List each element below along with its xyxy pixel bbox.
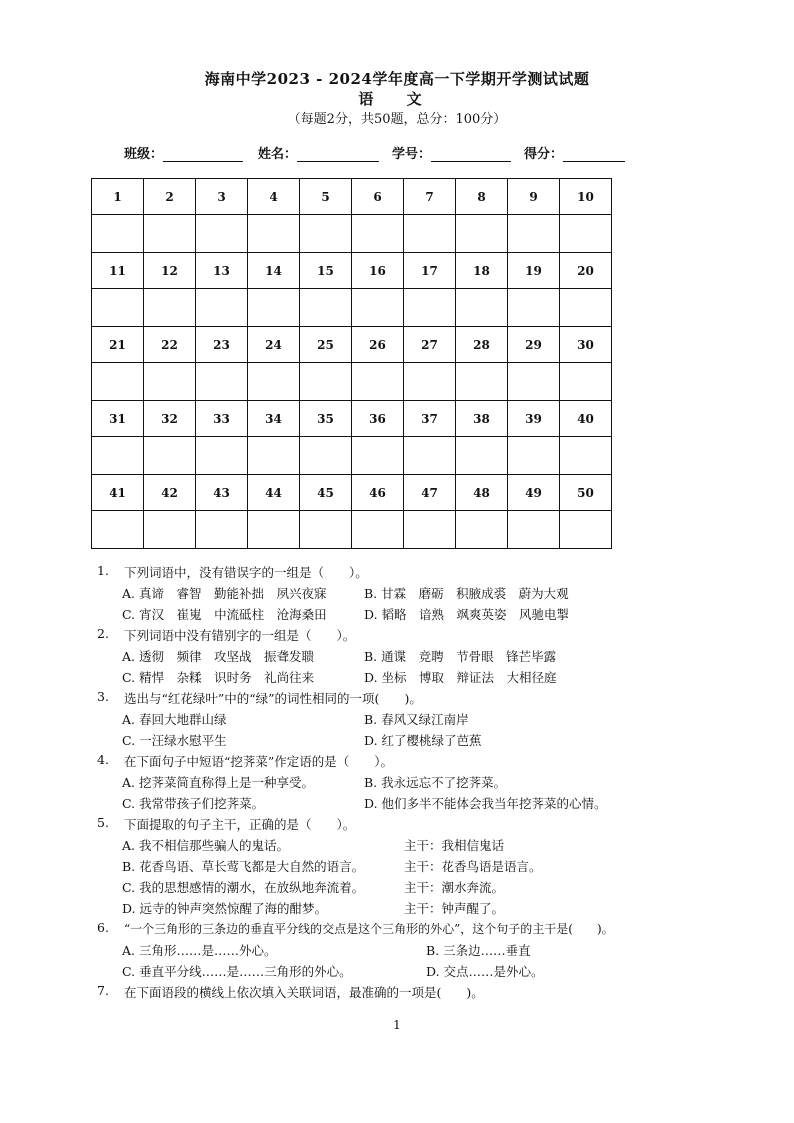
grid-answer-cell[interactable] <box>456 289 508 327</box>
grid-answer-cell[interactable] <box>560 215 612 253</box>
grid-number-cell: 34 <box>248 401 300 437</box>
grid-answer-cell[interactable] <box>300 437 352 475</box>
grid-answer-cell[interactable] <box>144 215 196 253</box>
id-field[interactable] <box>392 143 511 162</box>
option-a: A. 挖荠菜简直称得上是一种享受。 <box>122 775 314 790</box>
grid-answer-cell[interactable] <box>352 437 404 475</box>
grid-answer-cell[interactable] <box>456 363 508 401</box>
grid-number-cell: 44 <box>248 475 300 511</box>
grid-answer-row <box>92 363 612 401</box>
question-stem: 在下面语段的横线上依次填入关联词语，最准确的一项是( )。 <box>124 985 484 1000</box>
grid-number-cell: 17 <box>404 253 456 289</box>
grid-answer-cell[interactable] <box>196 363 248 401</box>
grid-answer-cell[interactable] <box>456 215 508 253</box>
grid-number-cell: 31 <box>92 401 144 437</box>
grid-answer-row <box>92 215 612 253</box>
question-number: 2. <box>97 626 109 641</box>
id-blank[interactable] <box>431 147 511 162</box>
question-number: 7. <box>97 983 109 998</box>
option-b: B. 甘霖 磨砺 积腋成裘 蔚为大观 <box>364 586 569 601</box>
grid-number-cell: 2 <box>144 179 196 215</box>
class-field[interactable] <box>124 143 243 162</box>
grid-number-cell: 8 <box>456 179 508 215</box>
grid-number-cell: 47 <box>404 475 456 511</box>
grid-answer-cell[interactable] <box>300 215 352 253</box>
grid-number-cell: 20 <box>560 253 612 289</box>
name-label: 姓名： <box>258 147 298 162</box>
grid-answer-cell[interactable] <box>92 511 144 549</box>
option-a: A. 透彻 频律 攻坚战 振聋发聩 <box>122 649 314 664</box>
option-b: B. 通谍 竞聘 节骨眼 锋芒毕露 <box>364 649 557 664</box>
option-b: B. 我永远忘不了挖荠菜。 <box>364 775 507 790</box>
option-d: D. 他们多半不能体会我当年挖荠菜的心情。 <box>364 796 607 811</box>
grid-answer-cell[interactable] <box>300 289 352 327</box>
class-label: 班级： <box>124 147 164 162</box>
grid-answer-cell[interactable] <box>404 437 456 475</box>
grid-answer-cell[interactable] <box>92 437 144 475</box>
option-c: C. 我的思想感情的潮水，在放纵地奔流着。 <box>122 880 365 895</box>
grid-number-row <box>92 179 612 215</box>
question-stem: 下列词语中，没有错误字的一组是（ ）。 <box>124 565 368 580</box>
grid-answer-cell[interactable] <box>508 437 560 475</box>
grid-number-cell: 3 <box>196 179 248 215</box>
grid-answer-cell[interactable] <box>196 437 248 475</box>
grid-answer-cell[interactable] <box>508 215 560 253</box>
grid-answer-cell[interactable] <box>352 511 404 549</box>
option-b: B. 春风又绿江南岸 <box>364 712 469 727</box>
id-label: 学号： <box>392 147 432 162</box>
exam-title: 海南中学2023 - 2024学年度高一下学期开学测试试题 <box>204 70 590 88</box>
option-b: B. 三条边……垂直 <box>426 943 531 958</box>
grid-number-row <box>92 401 612 437</box>
question-number: 1. <box>97 563 109 578</box>
grid-number-cell: 14 <box>248 253 300 289</box>
grid-answer-cell[interactable] <box>456 511 508 549</box>
option-d-trunk: 主干：钟声醒了。 <box>404 901 505 916</box>
grid-number-row <box>92 475 612 511</box>
question-number: 3. <box>97 689 109 704</box>
grid-answer-cell[interactable] <box>404 511 456 549</box>
grid-answer-cell[interactable] <box>456 437 508 475</box>
grid-answer-cell[interactable] <box>560 363 612 401</box>
grid-answer-cell[interactable] <box>248 363 300 401</box>
question-number: 6. <box>97 920 109 935</box>
grid-number-cell: 41 <box>92 475 144 511</box>
grid-number-cell: 40 <box>560 401 612 437</box>
grid-number-cell: 37 <box>404 401 456 437</box>
option-b-trunk: 主干：花香鸟语是语言。 <box>404 859 542 874</box>
grid-answer-cell[interactable] <box>508 289 560 327</box>
option-c: C. 我常带孩子们挖荠菜。 <box>122 796 265 811</box>
grid-number-cell: 16 <box>352 253 404 289</box>
grid-number-row <box>92 327 612 363</box>
grid-answer-cell[interactable] <box>560 511 612 549</box>
grid-number-cell: 4 <box>248 179 300 215</box>
grid-number-cell: 12 <box>144 253 196 289</box>
grid-number-cell: 9 <box>508 179 560 215</box>
grid-number-cell: 39 <box>508 401 560 437</box>
grid-answer-cell[interactable] <box>92 289 144 327</box>
grid-number-cell: 11 <box>92 253 144 289</box>
grid-number-cell: 22 <box>144 327 196 363</box>
grid-answer-cell[interactable] <box>248 437 300 475</box>
question-stem: 在下面句子中短语“挖荠菜”作定语的是（ ）。 <box>124 754 394 769</box>
grid-answer-cell[interactable] <box>352 215 404 253</box>
class-blank[interactable] <box>163 147 243 162</box>
question-stem: 下列词语中没有错别字的一组是（ ）。 <box>124 628 356 643</box>
grid-answer-cell[interactable] <box>560 437 612 475</box>
grid-number-cell: 15 <box>300 253 352 289</box>
option-d: D. 红了樱桃绿了芭蕉 <box>364 733 482 748</box>
grid-answer-cell[interactable] <box>144 363 196 401</box>
grid-number-cell: 36 <box>352 401 404 437</box>
option-d: D. 坐标 博取 辩证法 大相径庭 <box>364 670 557 685</box>
grid-answer-cell[interactable] <box>196 511 248 549</box>
grid-number-cell: 29 <box>508 327 560 363</box>
grid-number-cell: 50 <box>560 475 612 511</box>
grid-answer-row <box>92 511 612 549</box>
page-number: 1 <box>393 1018 401 1032</box>
grid-answer-cell[interactable] <box>144 437 196 475</box>
option-c: C. 精悍 杂糅 识时务 礼尚往来 <box>122 670 315 685</box>
option-c: C. 一汪绿水慰平生 <box>122 733 227 748</box>
grid-number-row <box>92 253 612 289</box>
grid-answer-cell[interactable] <box>144 289 196 327</box>
grid-answer-cell[interactable] <box>248 289 300 327</box>
grid-number-cell: 48 <box>456 475 508 511</box>
option-b: B. 花香鸟语、草长莺飞都是大自然的语言。 <box>122 859 365 874</box>
grid-answer-cell[interactable] <box>508 511 560 549</box>
option-a: A. 三角形……是……外心。 <box>122 943 277 958</box>
score-blank[interactable] <box>563 147 625 162</box>
question-number: 5. <box>97 815 109 830</box>
grid-number-cell: 38 <box>456 401 508 437</box>
grid-answer-cell[interactable] <box>560 289 612 327</box>
grid-number-cell: 43 <box>196 475 248 511</box>
grid-answer-cell[interactable] <box>404 215 456 253</box>
grid-number-cell: 24 <box>248 327 300 363</box>
grid-answer-cell[interactable] <box>508 363 560 401</box>
grid-number-cell: 35 <box>300 401 352 437</box>
grid-number-cell: 25 <box>300 327 352 363</box>
grid-number-cell: 23 <box>196 327 248 363</box>
grid-number-cell: 18 <box>456 253 508 289</box>
grid-number-cell: 46 <box>352 475 404 511</box>
grid-answer-cell[interactable] <box>144 511 196 549</box>
exam-subject: 语 文 <box>358 90 436 108</box>
grid-number-cell: 45 <box>300 475 352 511</box>
question-number: 4. <box>97 752 109 767</box>
grid-number-cell: 33 <box>196 401 248 437</box>
grid-number-cell: 6 <box>352 179 404 215</box>
option-c-trunk: 主干：潮水奔流。 <box>404 880 505 895</box>
name-blank[interactable] <box>297 147 379 162</box>
grid-answer-cell[interactable] <box>92 215 144 253</box>
option-c: C. 垂直平分线……是……三角形的外心。 <box>122 964 352 979</box>
question-stem: 选出与“红花绿叶”中的“绿”的词性相同的一项( )。 <box>124 691 422 706</box>
grid-answer-cell[interactable] <box>404 289 456 327</box>
grid-answer-cell[interactable] <box>300 363 352 401</box>
option-a: A. 真谛 睿智 勤能补拙 夙兴夜寐 <box>122 586 327 601</box>
grid-number-cell: 7 <box>404 179 456 215</box>
score-field[interactable] <box>524 143 625 162</box>
option-a: A. 我不相信那些骗人的鬼话。 <box>122 838 289 853</box>
grid-number-cell: 26 <box>352 327 404 363</box>
option-c: C. 宵汉 崔嵬 中流砥柱 沧海桑田 <box>122 607 327 622</box>
grid-number-cell: 30 <box>560 327 612 363</box>
grid-number-cell: 5 <box>300 179 352 215</box>
grid-answer-cell[interactable] <box>92 363 144 401</box>
name-field[interactable] <box>258 143 379 162</box>
option-d: D. 远寺的钟声突然惊醒了海的酣梦。 <box>122 901 328 916</box>
grid-number-cell: 49 <box>508 475 560 511</box>
grid-answer-cell[interactable] <box>248 511 300 549</box>
grid-answer-cell[interactable] <box>404 363 456 401</box>
answer-grid <box>91 178 612 549</box>
grid-number-cell: 13 <box>196 253 248 289</box>
grid-answer-cell[interactable] <box>352 289 404 327</box>
option-d: D. 交点……是外心。 <box>426 964 544 979</box>
option-a: A. 春回大地群山绿 <box>122 712 227 727</box>
grid-number-cell: 19 <box>508 253 560 289</box>
grid-number-cell: 10 <box>560 179 612 215</box>
grid-answer-row <box>92 289 612 327</box>
scoring-note: （每题2分，共50题，总分：100分） <box>287 112 507 127</box>
score-label: 得分： <box>524 147 564 162</box>
grid-number-cell: 42 <box>144 475 196 511</box>
grid-number-cell: 27 <box>404 327 456 363</box>
grid-number-cell: 28 <box>456 327 508 363</box>
grid-answer-cell[interactable] <box>248 215 300 253</box>
grid-answer-row <box>92 437 612 475</box>
question-stem: “一个三角形的三条边的垂直平分线的交点是这个三角形的外心”，这个句子的主干是( )。 <box>124 922 614 936</box>
question-stem: 下面提取的句子主干，正确的是（ ）。 <box>124 817 356 832</box>
grid-answer-cell[interactable] <box>352 363 404 401</box>
grid-number-cell: 32 <box>144 401 196 437</box>
grid-number-cell: 21 <box>92 327 144 363</box>
grid-answer-cell[interactable] <box>196 289 248 327</box>
option-d: D. 韬略 谙熟 飒爽英姿 风驰电掣 <box>364 607 570 622</box>
grid-answer-cell[interactable] <box>300 511 352 549</box>
grid-answer-cell[interactable] <box>196 215 248 253</box>
grid-number-cell: 1 <box>92 179 144 215</box>
option-a-trunk: 主干：我相信鬼话 <box>404 838 505 853</box>
